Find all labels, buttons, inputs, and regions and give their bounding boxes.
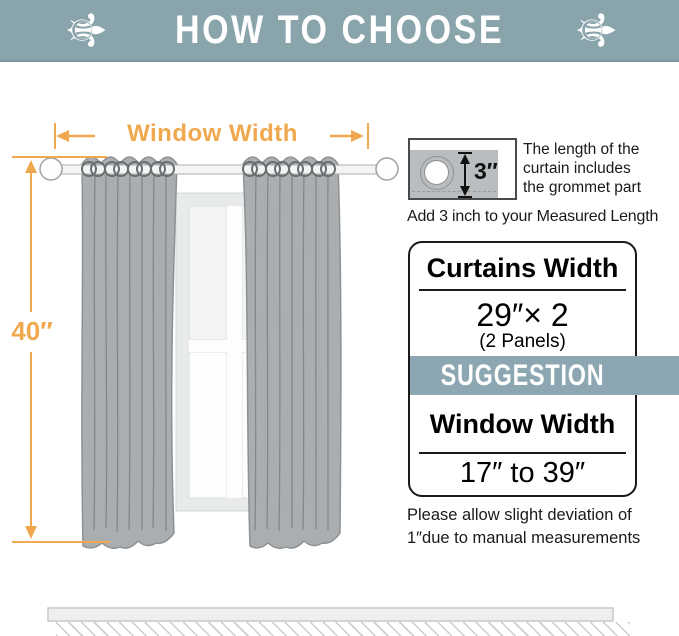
grommet-diagram (408, 138, 517, 200)
table-divider (419, 289, 626, 291)
curtain-length-measure-label: 40″ (11, 316, 53, 346)
window-width-measure-label: Window Width (127, 120, 298, 147)
page-title: HOW TO CHOOSE (174, 7, 505, 52)
window-width-value: 17″ to 39″ (459, 457, 586, 489)
grommet-stitch-line (412, 191, 496, 192)
suggestion-label: SUGGESTION (440, 359, 605, 392)
add-length-note: Add 3 inch to your Measured Length (407, 208, 659, 225)
window-width-header: Window Width (429, 409, 616, 439)
grommet-fabric (410, 150, 498, 198)
fleur-de-lis-icon-left: ⚜ (55, 6, 114, 54)
grommet-hole-icon (420, 156, 454, 190)
table-divider (419, 452, 626, 454)
fleur-de-lis-icon-right: ⚜ (565, 6, 624, 54)
curtains-width-value: 29″× 2 (476, 297, 569, 333)
grommet-depth-arrow (456, 151, 474, 199)
curtain-panel-left (82, 157, 177, 548)
floor-hatching (56, 622, 630, 636)
curtains-width-header: Curtains Width (426, 253, 619, 283)
suggestion-band (410, 356, 679, 395)
floor-line (48, 608, 613, 621)
grommet-depth-label: 3″ (474, 158, 498, 184)
curtain-panel-right (243, 157, 341, 548)
rod-finial-left (40, 158, 62, 180)
rod-finial-right (376, 158, 398, 180)
grommet-description: The length of the curtain includes the grommet part (523, 141, 642, 196)
measurement-deviation-note: Please allow slight deviation of 1″due to manual measurements (407, 506, 641, 547)
curtains-width-panels: (2 Panels) (479, 331, 566, 352)
